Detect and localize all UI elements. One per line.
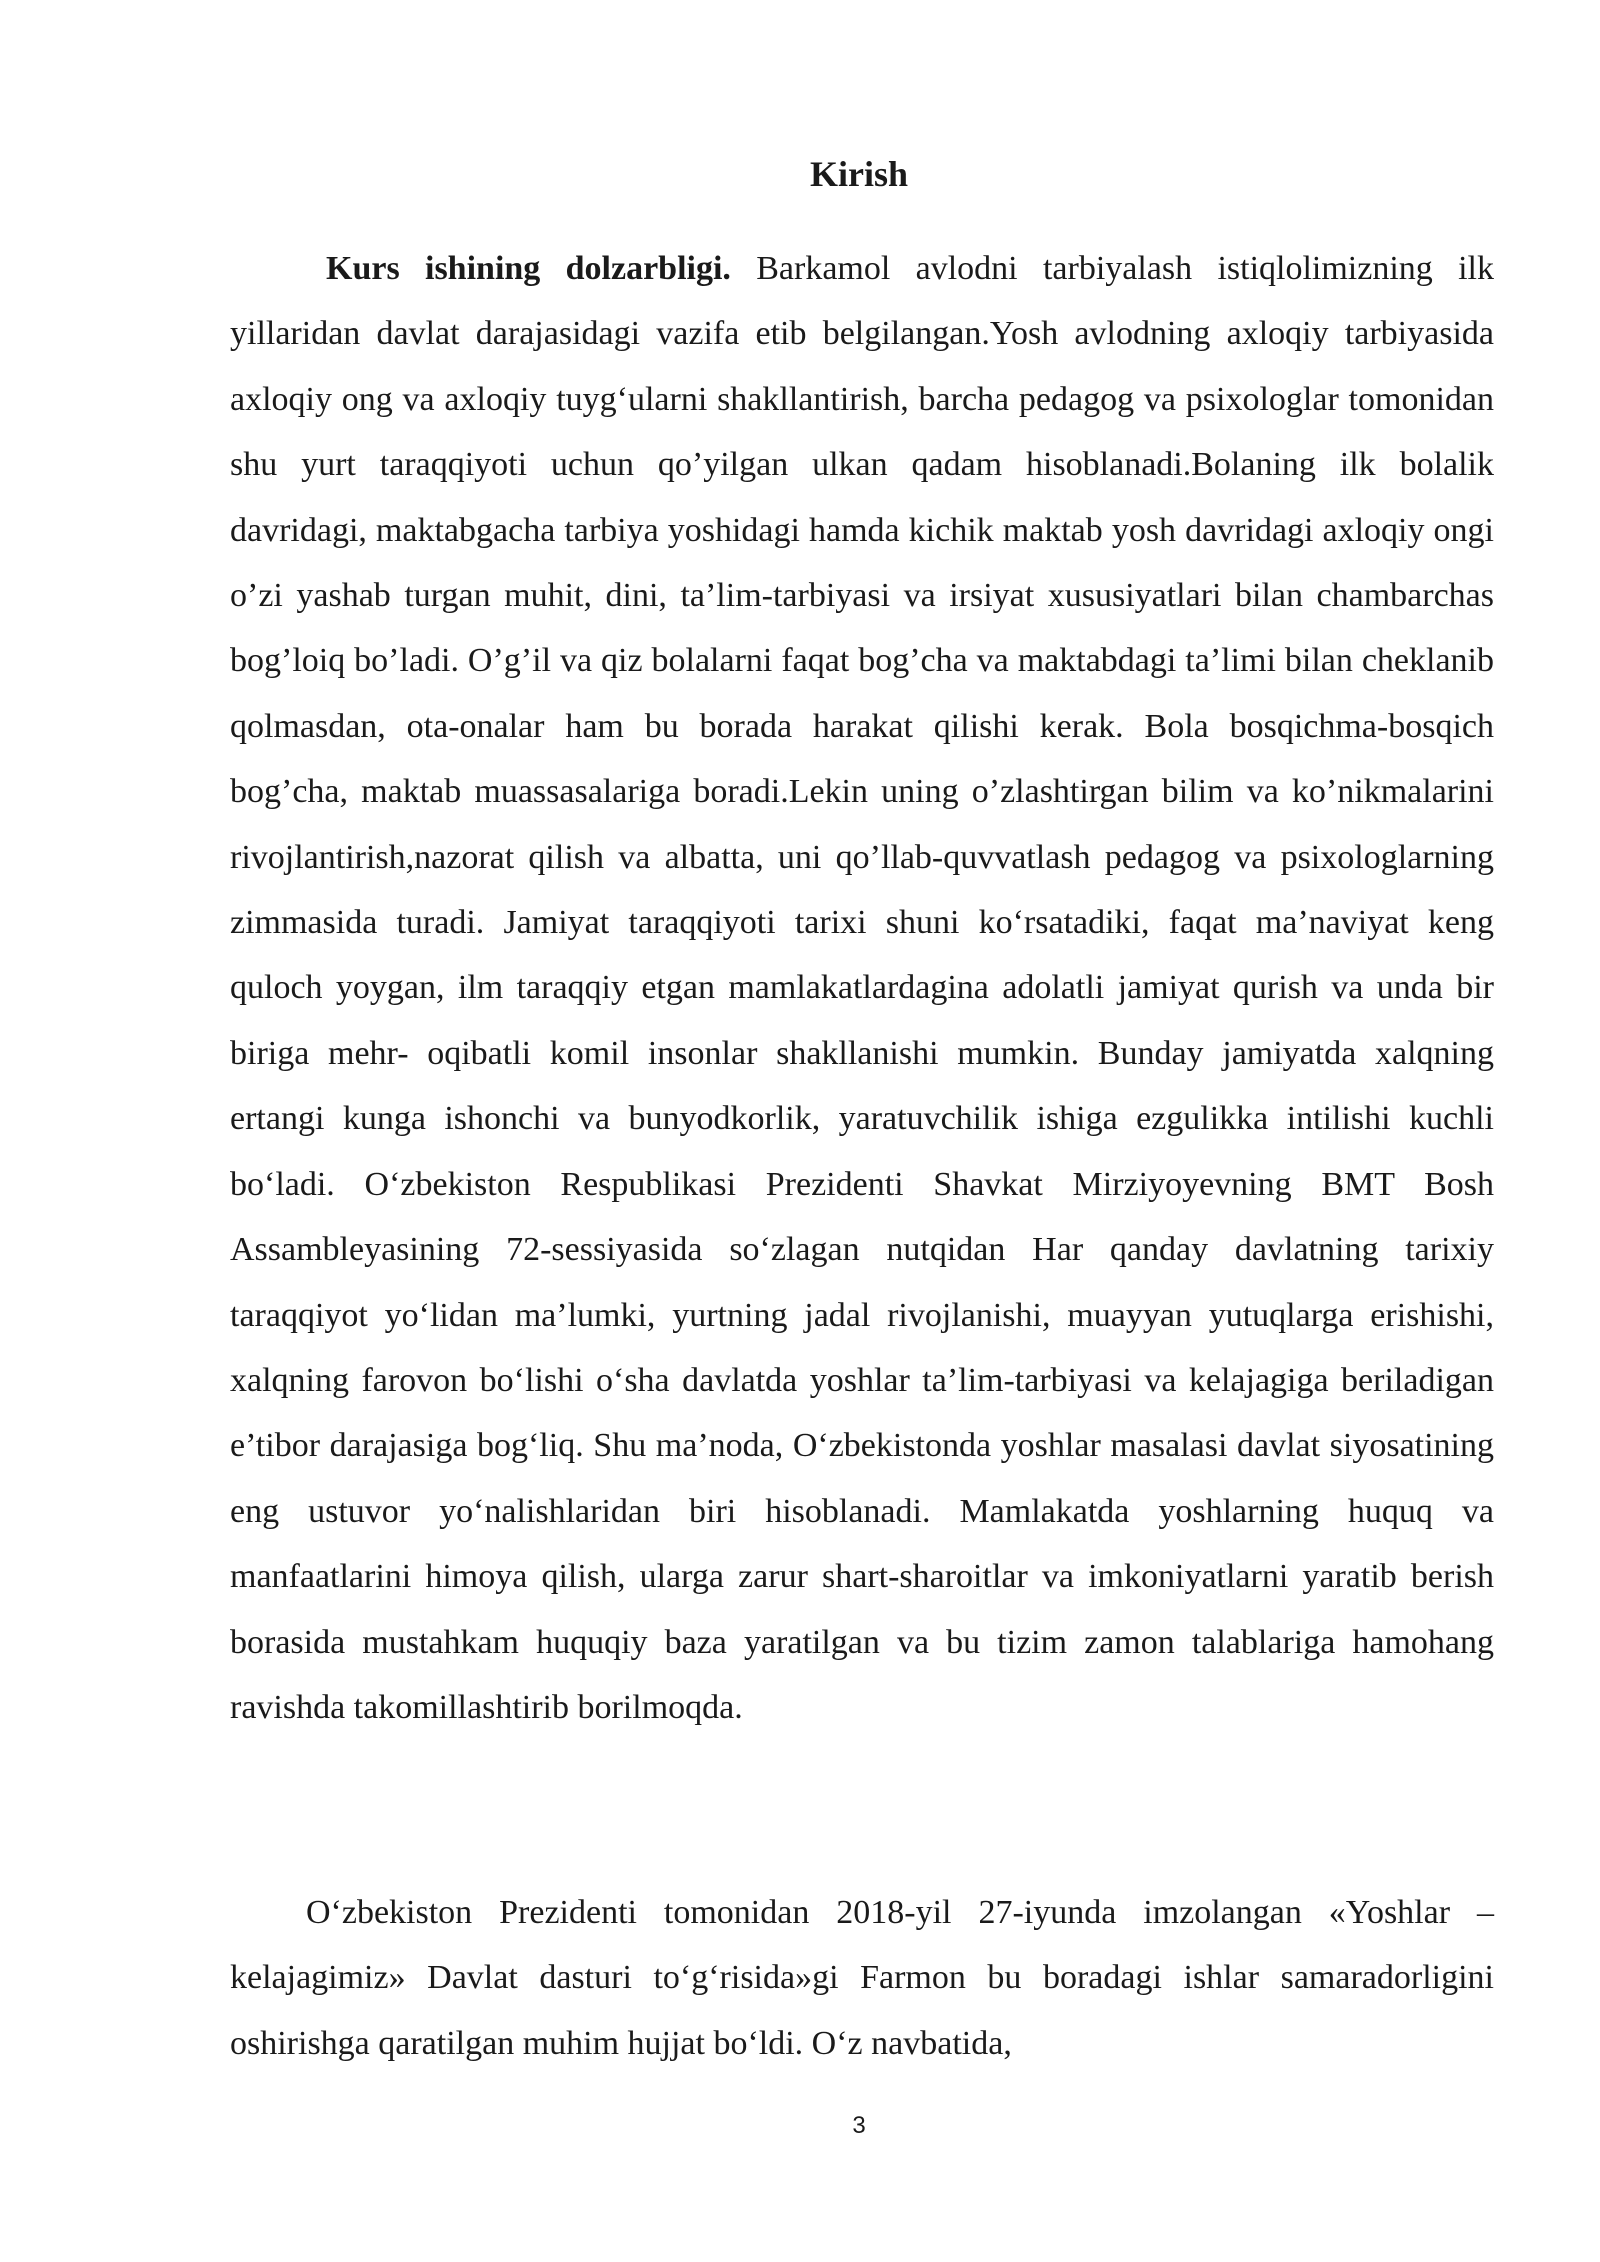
paragraph-2-text: O‘zbekiston Prezidenti tomonidan 2018-yil 27-iyunda imzolangan «Yoshlar – kelajagimiz» Davlat dasturi to‘g‘risida»gi Farmon bu boradagi ishlar samaradorligini oshirishga qaratilgan muhim hujjat bo‘ldi. O‘z navbatida, [230,1894,1494,2062]
paragraph-1-text: Barkamol avlodni tarbiyalash istiqlolimizning ilk yillaridan davlat darajasidagi vazifa etib belgilangan.Yosh avlodning axloqiy tarbiyasida axloqiy ong va axloqiy tuyg‘ularni shakllantirish, barcha pedagog va psixologlar tomonidan shu yurt taraqqiyoti uchun qo’yilgan ulkan qadam hisoblanadi.Bolaning ilk bolalik davridagi, maktabgacha tarbiya yoshidagi hamda kichik maktab yosh davridagi axloqiy ongi o’zi yashab turgan muhit, dini, ta’lim-tarbiyasi va irsiyat xususiyatlari bilan chambarchas bog’loiq bo’ladi. O’g’il va qiz bolalarni faqat bog’cha va maktabdagi ta’limi bilan cheklanib qolmasdan, ota-onalar ham bu borada harakat qilishi kerak. Bola bosqichma-bosqich bog’cha, maktab muassasalariga boradi.Lekin uning o’zlashtirgan bilim va ko’nikmalarini rivojlantirish,nazorat qilish va albatta, uni qo’llab-quvvatlash pedagog va psixologlarning zimmasida turadi. Jamiyat taraqqiyoti tarixi shuni ko‘rsatadiki, faqat ma’naviyat keng quloch yoygan, ilm taraqqiy etgan mamlakatlardagina adolatli jamiyat qurish va unda bir biriga mehr- oqibatli komil insonlar shakllanishi mumkin. Bunday jamiyatda xalqning ertangi kunga ishonchi va bunyodkorlik, yaratuvchilik ishiga ezgulikka intilishi kuchli bo‘ladi. O‘zbekiston Respublikasi Prezidenti Shavkat Mirziyoyevning BMT Bosh Assambleyasining 72-sessiyasida so‘zlagan nutqidan Har qanday davlatning tarixiy taraqqiyot yo‘lidan ma’lumki, yurtning jadal rivojlanishi, muayyan yutuqlarga erishishi, xalqning farovon bo‘lishi o‘sha davlatda yoshlar ta’lim-tarbiyasi va kelajagiga beriladigan e’tibor darajasiga bog‘liq. Shu ma’noda, O‘zbekistonda yoshlar masalasi davlat siyosatining eng ustuvor yo‘nalishlaridan biri hisoblanadi. Mamlakatda yoshlarning huquq va manfaatlarini himoya qilish, ularga zarur shart-sharoitlar va imkoniyatlarni yaratib berish borasida mustahkam huquqiy baza yaratilgan va bu tizim zamon talablariga hamohang ravishda takomillashtirib borilmoqda. [230,250,1494,1726]
paragraph-1 [230,236,1494,1740]
page-title: Kirish [809,154,908,194]
page-number: 3 [852,2112,866,2139]
paragraph-2 [230,1880,1494,2076]
paragraph-lead: Kurs ishining dolzarbligi. [326,250,731,287]
